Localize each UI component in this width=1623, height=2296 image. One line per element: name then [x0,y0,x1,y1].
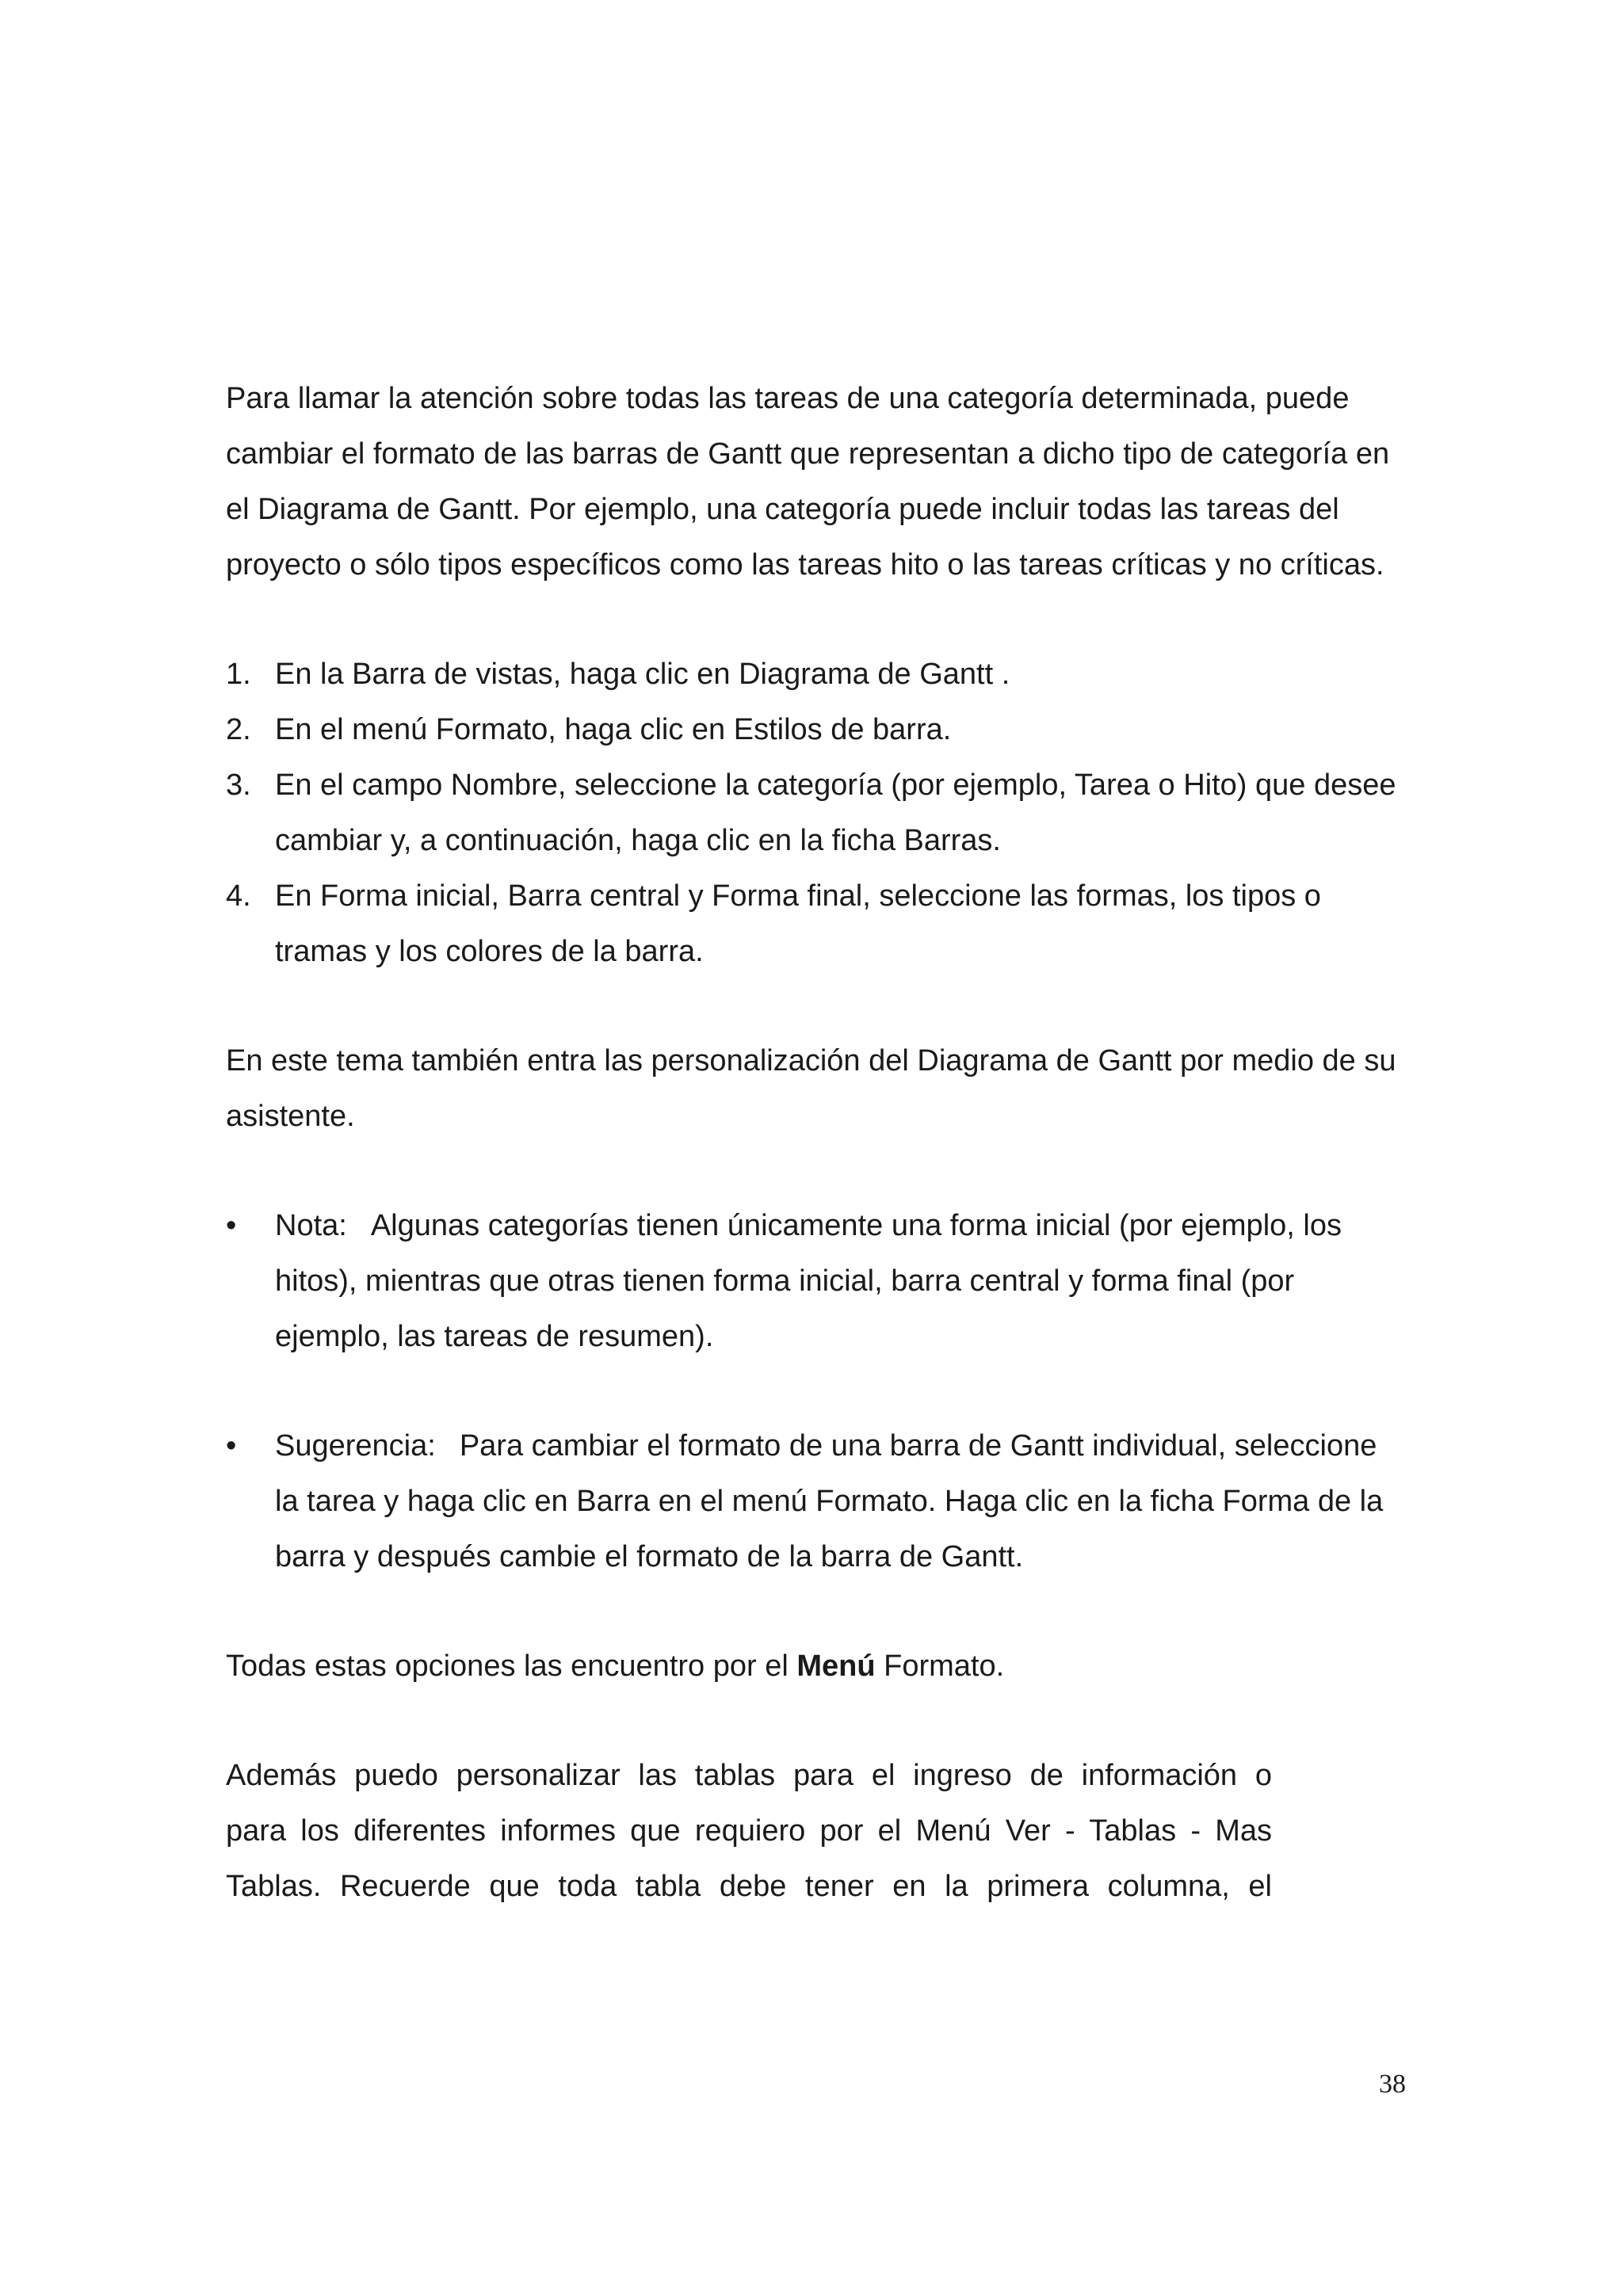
suggestion-text-block [275,1418,1407,1585]
steps-list [226,646,1407,979]
options-text-before: Todas estas opciones las encuentro por el [226,1650,797,1683]
spacer [226,1694,1407,1748]
spacer [226,593,1407,646]
spacer [226,1364,1407,1418]
list-item-number: 3. [226,769,251,802]
list-item-number: 2. [226,713,251,746]
list-item-text: En Forma inicial, Barra central y Forma final, seleccione las formas, los tipos o tramas y los colores de la barra. [275,879,1321,968]
page-content [226,371,1407,1914]
list-item-text: En el menú Formato, haga clic en Estilos de barra. [275,713,952,746]
note-label: Nota: [275,1209,347,1242]
bullet-icon: • [226,1429,237,1463]
suggestion-bullet-item [226,1418,1407,1585]
list-item-text: En la Barra de vistas, haga clic en Diagrama de Gantt . [275,658,1010,691]
bullet-icon: • [226,1209,237,1242]
tables-paragraph-line: para los diferentes informes que requiero por el Menú Ver - Tablas - Mas [226,1814,1272,1848]
spacer [226,1585,1407,1638]
note-bullet-item [226,1198,1407,1364]
tables-paragraph-line: Además puedo personalizar las tablas para el ingreso de información o [226,1759,1272,1792]
intro-paragraph: Para llamar la atención sobre todas las tareas de una categoría determinada, puede cambiar el formato de las barras de Gantt que representan a dicho tipo de categoría en el Diagrama de Gantt. Por ejemplo, una categoría puede incluir todas las tareas del proyecto o sólo tipos específicos como las tareas hito o las tareas críticas y no críticas. [226,382,1390,582]
list-item [226,646,1407,702]
note-text: Algunas categorías tienen únicamente una forma inicial (por ejemplo, los hitos), mientras que otras tienen forma inicial, barra central y forma final (por ejemplo, las tareas de resumen). [275,1209,1342,1353]
list-item [226,757,1407,868]
list-item [226,702,1407,757]
options-menu-bold: Menú [796,1650,876,1683]
list-item-number: 1. [226,658,251,691]
list-item-number: 4. [226,879,251,913]
options-paragraph [226,1638,1407,1694]
note-text-block [275,1198,1407,1364]
tables-paragraph [226,1748,1407,1914]
tables-paragraph-line: Tablas. Recuerde que toda tabla debe tener en la primera columna, el [226,1870,1272,1903]
page-number: 38 [1379,2069,1406,2099]
list-item-text: En el campo Nombre, seleccione la categoría (por ejemplo, Tarea o Hito) que desee cambiar y, a continuación, haga clic en la ficha Barras. [275,769,1396,857]
spacer [226,1144,1407,1198]
list-item [226,868,1407,979]
options-text-after: Formato. [875,1650,1005,1683]
spacer [226,979,1407,1033]
suggestion-label: Sugerencia: [275,1429,436,1463]
personalization-paragraph: En este tema también entra las personalización del Diagrama de Gantt por medio de su asistente. [226,1044,1396,1133]
suggestion-text: Para cambiar el formato de una barra de Gantt individual, seleccione la tarea y haga clic en Barra en el menú Formato. Haga clic en la ficha Forma de la barra y después cambie el formato de la barra de Gantt. [275,1429,1384,1573]
